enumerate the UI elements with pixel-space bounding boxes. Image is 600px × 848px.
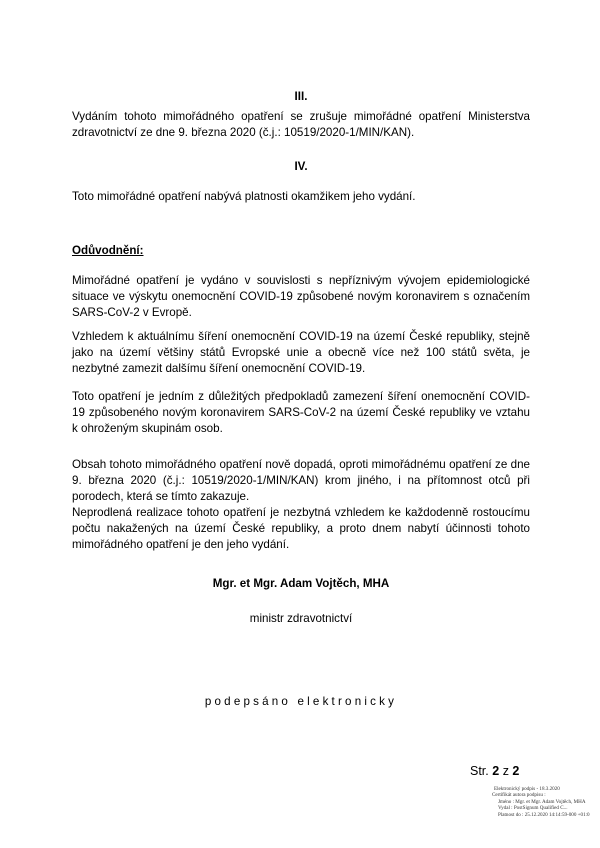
justification-paragraph: Vzhledem k aktuálnímu šíření onemocnění COVID-19 na území České republiky, stejně jako na území většiny států Evropské unie a obecně více než 100 států světa, je nezbytné zamezit dalšímu šíření onemocnění COVID-19. [72,330,530,376]
signatory-title: ministr zdravotnictví [249,612,353,625]
justification-heading: Odůvodnění: [72,244,144,257]
section-4-text: Toto mimořádné opatření nabývá platnosti okamžikem jeho vydání. [72,190,416,203]
section-4-heading: IV. [294,160,308,173]
e-signature-line: Platnost do : 25.12.2020 14:14:59-000 +01:0 [498,811,590,818]
justification-paragraph: Toto opatření je jedním z důležitých předpokladů zamezení šíření onemocnění COVID-19 způsobeného novým koronavirem SARS-CoV-2 na území České republiky ve vztahu k ohroženým skupinám osob. [72,390,530,436]
section-3-text: Vydáním tohoto mimořádného opatření se zrušuje mimořádné opatření Ministerstva zdravotnictví ze dne 9. března 2020 (č.j.: 10519/2020-1/MIN/KAN). [72,110,530,140]
page-number-separator: z [502,764,509,778]
justification-paragraph: Obsah tohoto mimořádného opatření nově dopadá, oproti mimořádnému opatření ze dne 9. března 2020 (č.j.: 10519/2020-1/MIN/KAN) krom jiného, i na přítomnost otců při porodech, která se tímto zakazuje. [72,458,530,504]
electronic-signature-box [492,786,600,818]
page-number-total: 2 [512,764,520,778]
e-signature-line: Certifikát autora podpisu : [492,792,546,799]
e-signature-line: Vydal : PostSignum Qualified C... [498,805,568,812]
page-number-prefix: Str. [470,764,489,778]
signatory-name: Mgr. et Mgr. Adam Vojtěch, MHA [212,577,390,590]
page-number-current: 2 [492,764,500,778]
page-number [470,764,519,778]
justification-paragraph: Mimořádné opatření je vydáno v souvislosti s nepříznivým vývojem epidemiologické situace ve výskytu onemocnění COVID-19 způsobené novým koronavirem s označením SARS-CoV-2 v Evropě. [72,274,530,320]
justification-paragraph: Neprodlená realizace tohoto opatření je nezbytná vzhledem ke každodenně rostoucímu počtu nakažených na území České republiky, a proto dnem nabytí účinnosti tohoto mimořádného opatření je den jeho vydání. [72,506,530,552]
signed-electronically-note: podepsáno elektronicky [204,695,398,708]
e-signature-line: Elektronický podpis - 18.3.2020 [494,786,560,792]
e-signature-line: Jméno : Mgr. et Mgr. Adam Vojtěch, MHA [498,798,586,805]
section-3-heading: III. [294,90,308,103]
